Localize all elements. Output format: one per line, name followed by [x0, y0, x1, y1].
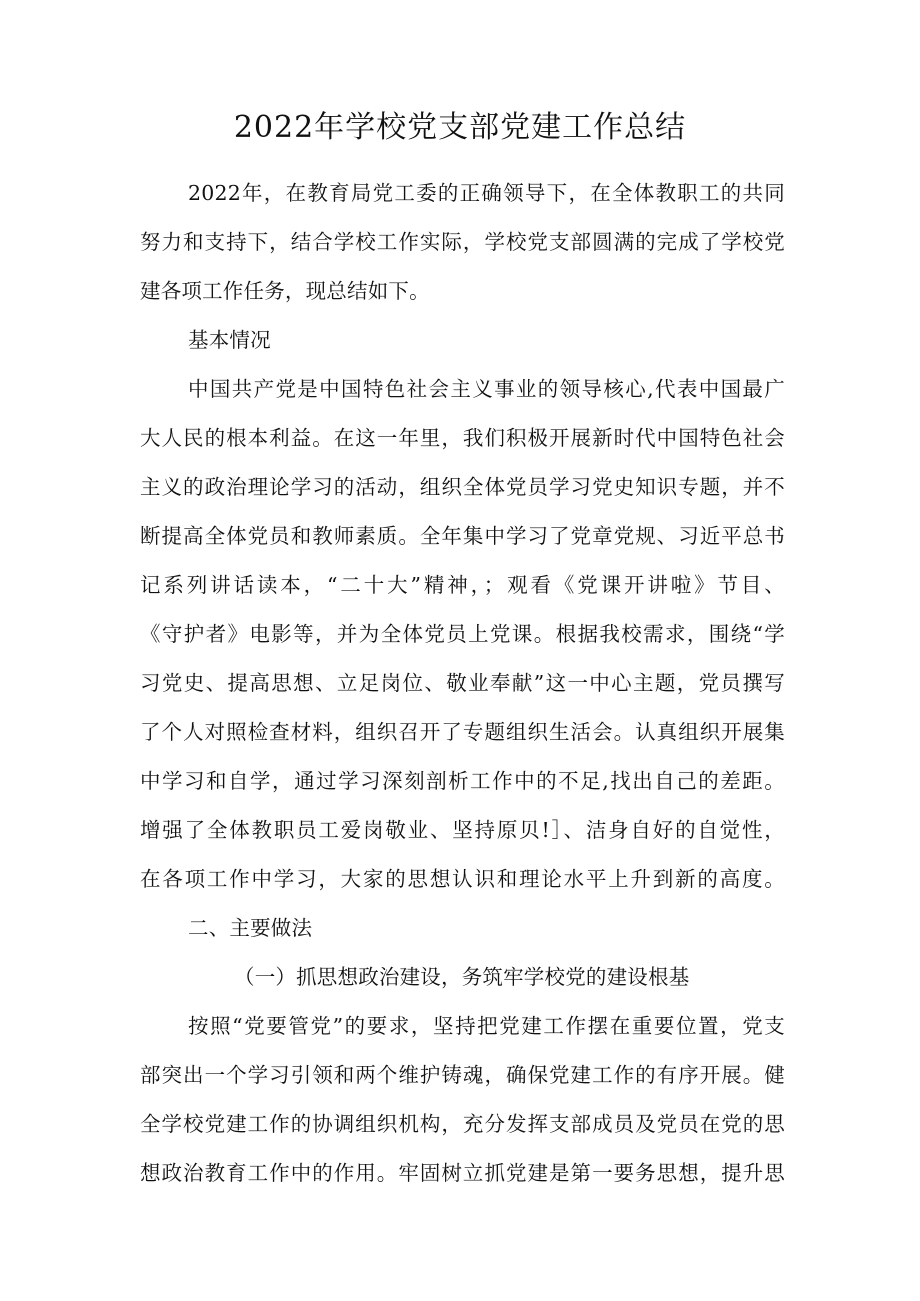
- paragraph-line: 努力和支持下，结合学校工作实际，学校党支部圆满的完成了学校党: [140, 230, 785, 254]
- subsection-heading: （一）抓思想政治建设，务筑牢学校党的建设根基: [234, 965, 690, 989]
- paragraph-line: 大人民的根本利益。在这一年里，我们积极开展新时代中国特色社会: [140, 426, 785, 450]
- paragraph-line: 了个人对照检查材料，组织召开了专题组织生活会。认真组织开展集: [140, 720, 785, 744]
- paragraph-line: 主义的政治理论学习的活动，组织全体党员学习党史知识专题，并不: [140, 475, 785, 499]
- section-heading: 二、主要做法: [188, 916, 313, 940]
- paragraph-line: 部突出一个学习引领和两个维护铸魂，确保党建工作的有序开展。健: [140, 1063, 785, 1087]
- paragraph-line: 中学习和自学，通过学习深刻剖析工作中的不足,找出自己的差距。: [140, 769, 785, 793]
- paragraph-line: 想政治教育工作中的作用。牢固树立抓党建是第一要务思想，提升思: [140, 1161, 785, 1185]
- paragraph-line: 习党史、提高思想、立足岗位、敬业奉献”这一中心主题，党员撰写: [140, 671, 785, 695]
- paragraph-line: 2022年，在教育局党工委的正确领导下，在全体教职工的共同: [188, 181, 785, 205]
- paragraph-line: 中国共产党是中国特色社会主义事业的领导核心,代表中国最广: [188, 377, 785, 401]
- paragraph-line: 全学校党建工作的协调组织机构，充分发挥支部成员及党员在党的思: [140, 1112, 785, 1136]
- section-heading: 基本情况: [188, 328, 271, 352]
- paragraph-line: 建各项工作任务，现总结如下。: [140, 279, 430, 303]
- paragraph-line: 在各项工作中学习，大家的思想认识和理论水平上升到新的高度。: [140, 867, 785, 891]
- paragraph-line: 《守护者》电影等，并为全体党员上党课。根据我校需求，围绕“学: [140, 622, 785, 646]
- paragraph-line: 增强了全体教职员工爱岗敬业、坚持原贝!］、洁身自好的自觉性，: [140, 818, 785, 842]
- document-title: 2022年学校党支部党建工作总结: [233, 110, 687, 145]
- paragraph-line: 断提高全体党员和教师素质。全年集中学习了党章党规、习近平总书: [140, 524, 785, 548]
- paragraph-line: 记系列讲话读本，“二十大”精神，；观看《党课开讲啦》节目、: [140, 573, 785, 597]
- paragraph-line: 按照“党要管党”的要求，坚持把党建工作摆在重要位置，党支: [188, 1014, 785, 1038]
